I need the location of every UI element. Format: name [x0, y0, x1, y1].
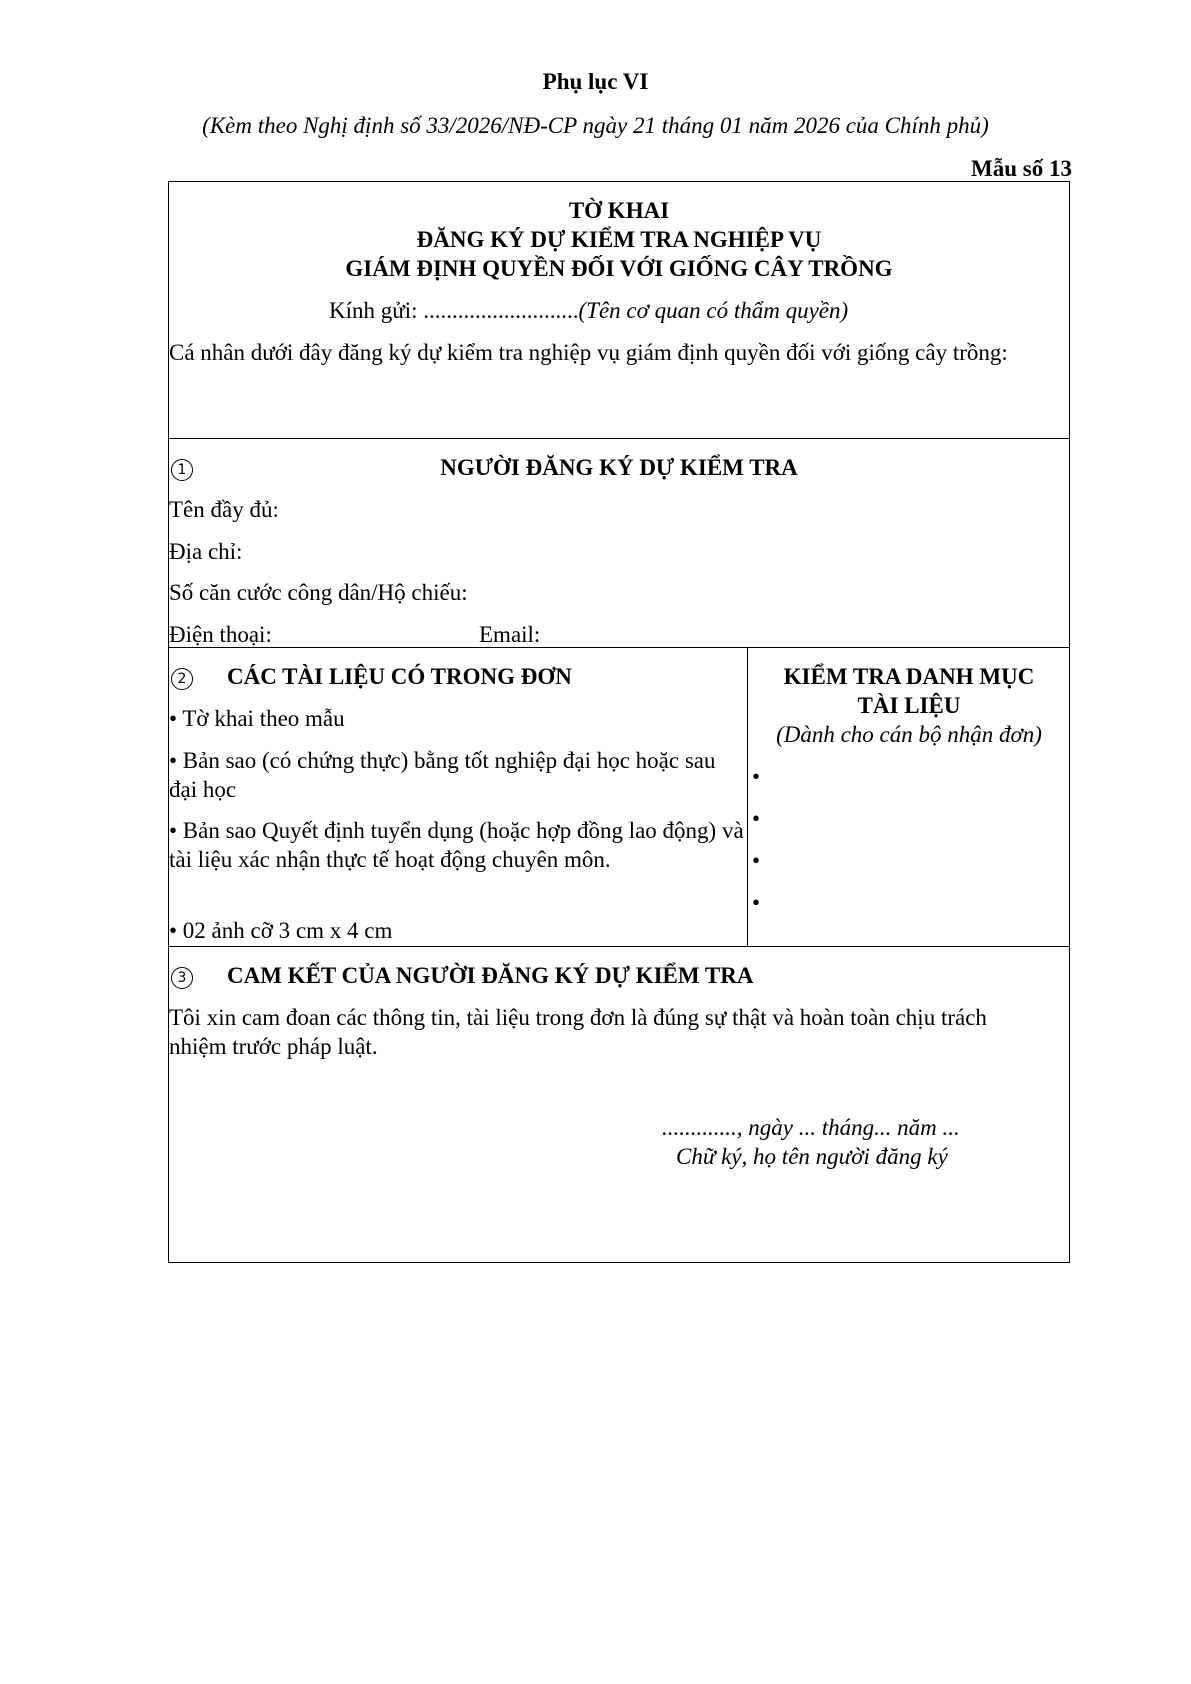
checklist-bullet: •: [752, 890, 761, 915]
phone-label: Điện thoại:: [169, 622, 272, 647]
document-item: • Bản sao (có chứng thực) bằng tốt nghiệp đại học hoặc sau đại học: [169, 748, 716, 802]
recipient-line: [329, 297, 848, 326]
document-item: • Bản sao Quyết định tuyển dụng (hoặc hợp đồng lao động) và tài liệu xác nhận thực tế hoạt động chuyên môn.: [169, 818, 744, 872]
appendix-subtitle: (Kèm theo Nghị định số 33/2026/NĐ-CP ngày 21 tháng 01 năm 2026 của Chính phủ): [202, 113, 989, 138]
section-3-heading: CAM KẾT CỦA NGƯỜI ĐĂNG KÝ DỰ KIỂM TRA: [227, 963, 754, 988]
circled-number-1-icon: 1: [171, 459, 193, 481]
circled-number-3-icon: 3: [171, 967, 193, 989]
section-3-number: [171, 961, 193, 990]
divider-3: [169, 946, 1069, 947]
full-name-label: Tên đầy đủ:: [169, 497, 279, 522]
commitment-text: Tôi xin cam đoan các thông tin, tài liệu trong đơn là đúng sự thật và hoàn toàn chịu trách nhiệm trước pháp luật.: [169, 1005, 987, 1059]
checklist-bullet: •: [752, 764, 761, 789]
appendix-title: Phụ lục VI: [542, 69, 649, 94]
checklist-note: (Dành cho cán bộ nhận đơn): [776, 722, 1042, 747]
section-1-heading: NGƯỜI ĐĂNG KÝ DỰ KIỂM TRA: [440, 455, 798, 480]
email-label: Email:: [479, 622, 541, 647]
date-line: ............., ngày ... tháng... năm ...: [662, 1115, 960, 1140]
document-item: • Tờ khai theo mẫu: [169, 706, 345, 731]
recipient-hint: (Tên cơ quan có thẩm quyền): [578, 298, 849, 323]
address-label: Địa chỉ:: [169, 539, 243, 564]
checklist-bullet: •: [752, 806, 761, 831]
intro-text: Cá nhân dưới đây đăng ký dự kiểm tra nghiệp vụ giám định quyền đối với giống cây trồng:: [169, 340, 1008, 365]
document-item: • 02 ảnh cỡ 3 cm x 4 cm: [169, 918, 393, 943]
id-number-label: Số căn cước công dân/Hộ chiếu:: [169, 580, 468, 605]
divider-1: [169, 438, 1069, 439]
form-title-line-2: ĐĂNG KÝ DỰ KIỂM TRA NGHIỆP VỤ: [416, 227, 822, 252]
form-title-line-3: GIÁM ĐỊNH QUYỀN ĐỐI VỚI GIỐNG CÂY TRỒNG: [345, 256, 893, 281]
form-title: TỜ KHAI: [568, 198, 670, 223]
checklist-heading: KIỂM TRA DANH MỤC: [783, 664, 1035, 689]
checklist-bullet: •: [752, 848, 761, 873]
recipient-label: Kính gửi: ...........................: [329, 298, 579, 323]
form-box: [168, 181, 1070, 1263]
circled-number-2-icon: 2: [171, 668, 193, 690]
form-number: Mẫu số 13: [971, 156, 1072, 181]
signature-line: Chữ ký, họ tên người đăng ký: [676, 1144, 948, 1169]
section-2-number: [171, 662, 193, 691]
checklist-heading-line-2: TÀI LIỆU: [857, 693, 961, 718]
section-2-heading: CÁC TÀI LIỆU CÓ TRONG ĐƠN: [227, 664, 572, 689]
divider-2: [169, 647, 1069, 648]
